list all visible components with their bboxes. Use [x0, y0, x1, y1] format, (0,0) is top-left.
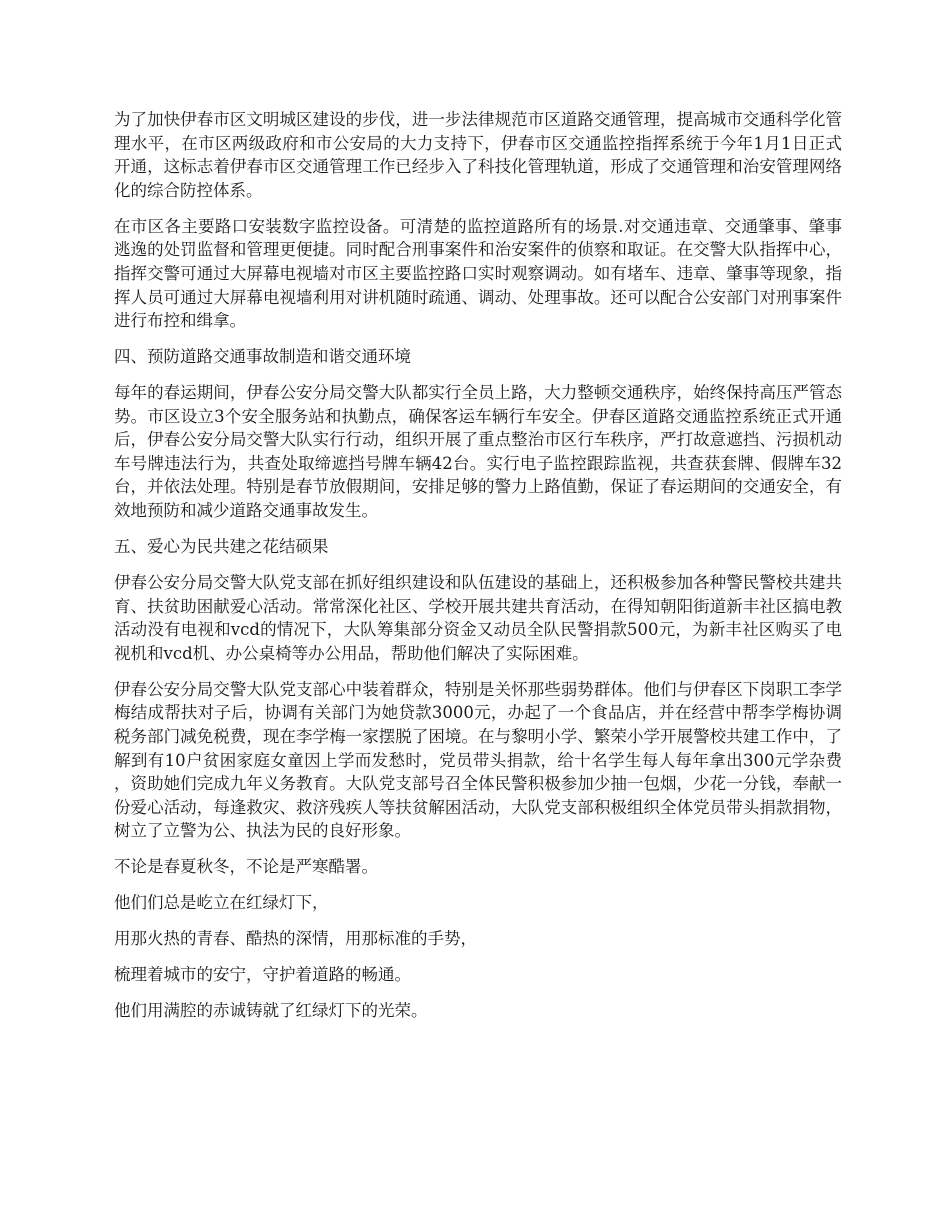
- section-heading-four: 四、预防道路交通事故制造和谐交通环境: [114, 347, 411, 367]
- poem-line-2: 他们们总是屹立在红绿灯下，: [114, 893, 329, 913]
- poem-line-3: 用那火热的青春、酷热的深情，用那标准的手势，: [114, 929, 477, 949]
- poem-line-4: 梳理着城市的安宁，守护着道路的畅通。: [114, 965, 411, 985]
- paragraph-intro: 为了加快伊春市区文明城区建设的步伐，进一步法律规范市区道路交通管理，提高城市交通科学化管理水平，在市区两级政府和市公安局的大力支持下，伊春市区交通监控指挥系统于今年1月1日正式开通，这标志着伊春市区交通管理工作已经步入了科技化管理轨道，形成了交通管理和治安管理网络化的综合防控体系。: [114, 110, 842, 200]
- poem-line-5: 他们用满腔的赤诚铸就了红绿灯下的光荣。: [114, 1001, 428, 1021]
- paragraph-community: 伊春公安分局交警大队党支部在抓好组织建设和队伍建设的基础上，还积极参加各种警民警校共建共育、扶贫助困献爱心活动。常常深化社区、学校开展共建共育活动，在得知朝阳街道新丰社区搞电教活动没有电视和vcd的情况下，大队筹集部分资金又动员全队民警捐款500元，为新丰社区购买了电视机和vcd机、办公桌椅等办公用品，帮助他们解决了实际困难。: [114, 573, 842, 663]
- paragraph-poverty-aid: 伊春公安分局交警大队党支部心中装着群众，特别是关怀那些弱势群体。他们与伊春区下岗职工李学梅结成帮扶对子后，协调有关部门为她贷款3000元，办起了一个食品店，并在经营中帮李学梅协调税务部门减免税费，现在李学梅一家摆脱了困境。在与黎明小学、繁荣小学开展警校共建工作中，了解到有10户贫困家庭女童因上学而发愁时，党员带头捐款，给十名学生每人每年拿出300元学杂费，资助她们完成九年义务教育。大队党支部号召全体民警积极参加少抽一包烟，少花一分钱，奉献一份爱心活动，每逢救灾、救济残疾人等扶贫解困活动，大队党支部积极组织全体党员带头捐款捐物，树立了立警为公、执法为民的良好形象。: [114, 679, 842, 841]
- document-body: [114, 108, 842, 1035]
- section-heading-five: 五、爱心为民共建之花结硕果: [114, 537, 329, 557]
- paragraph-spring-transport: 每年的春运期间，伊春公安分局交警大队都实行全员上路，大力整顿交通秩序，始终保持高压严管态势。市区设立3个安全服务站和执勤点，确保客运车辆行车安全。伊春区道路交通监控系统正式开通后，伊春公安分局交警大队实行行动，组织开展了重点整治市区行车秩序，严打故意遮挡、污损机动车号牌违法行为，共查处取缔遮挡号牌车辆42台。实行电子监控跟踪监视，共查获套牌、假牌车32台，并依法处理。特别是春节放假期间，安排足够的警力上路值勤，保证了春运期间的交通安全，有效地预防和减少道路交通事故发生。: [114, 383, 842, 521]
- paragraph-monitoring: 在市区各主要路口安装数字监控设备。可清楚的监控道路所有的场景.对交通违章、交通肇事、肇事逃逸的处罚监督和管理更便捷。同时配合刑事案件和治安案件的侦察和取证。在交警大队指挥中心，指挥交警可通过大屏幕电视墙对市区主要监控路口实时观察调动。如有堵车、违章、肇事等现象，指挥人员可通过大屏幕电视墙利用对讲机随时疏通、调动、处理事故。还可以配合公安部门对刑事案件进行布控和缉拿。: [114, 216, 842, 331]
- poem-line-1: 不论是春夏秋冬，不论是严寒酷署。: [114, 857, 378, 877]
